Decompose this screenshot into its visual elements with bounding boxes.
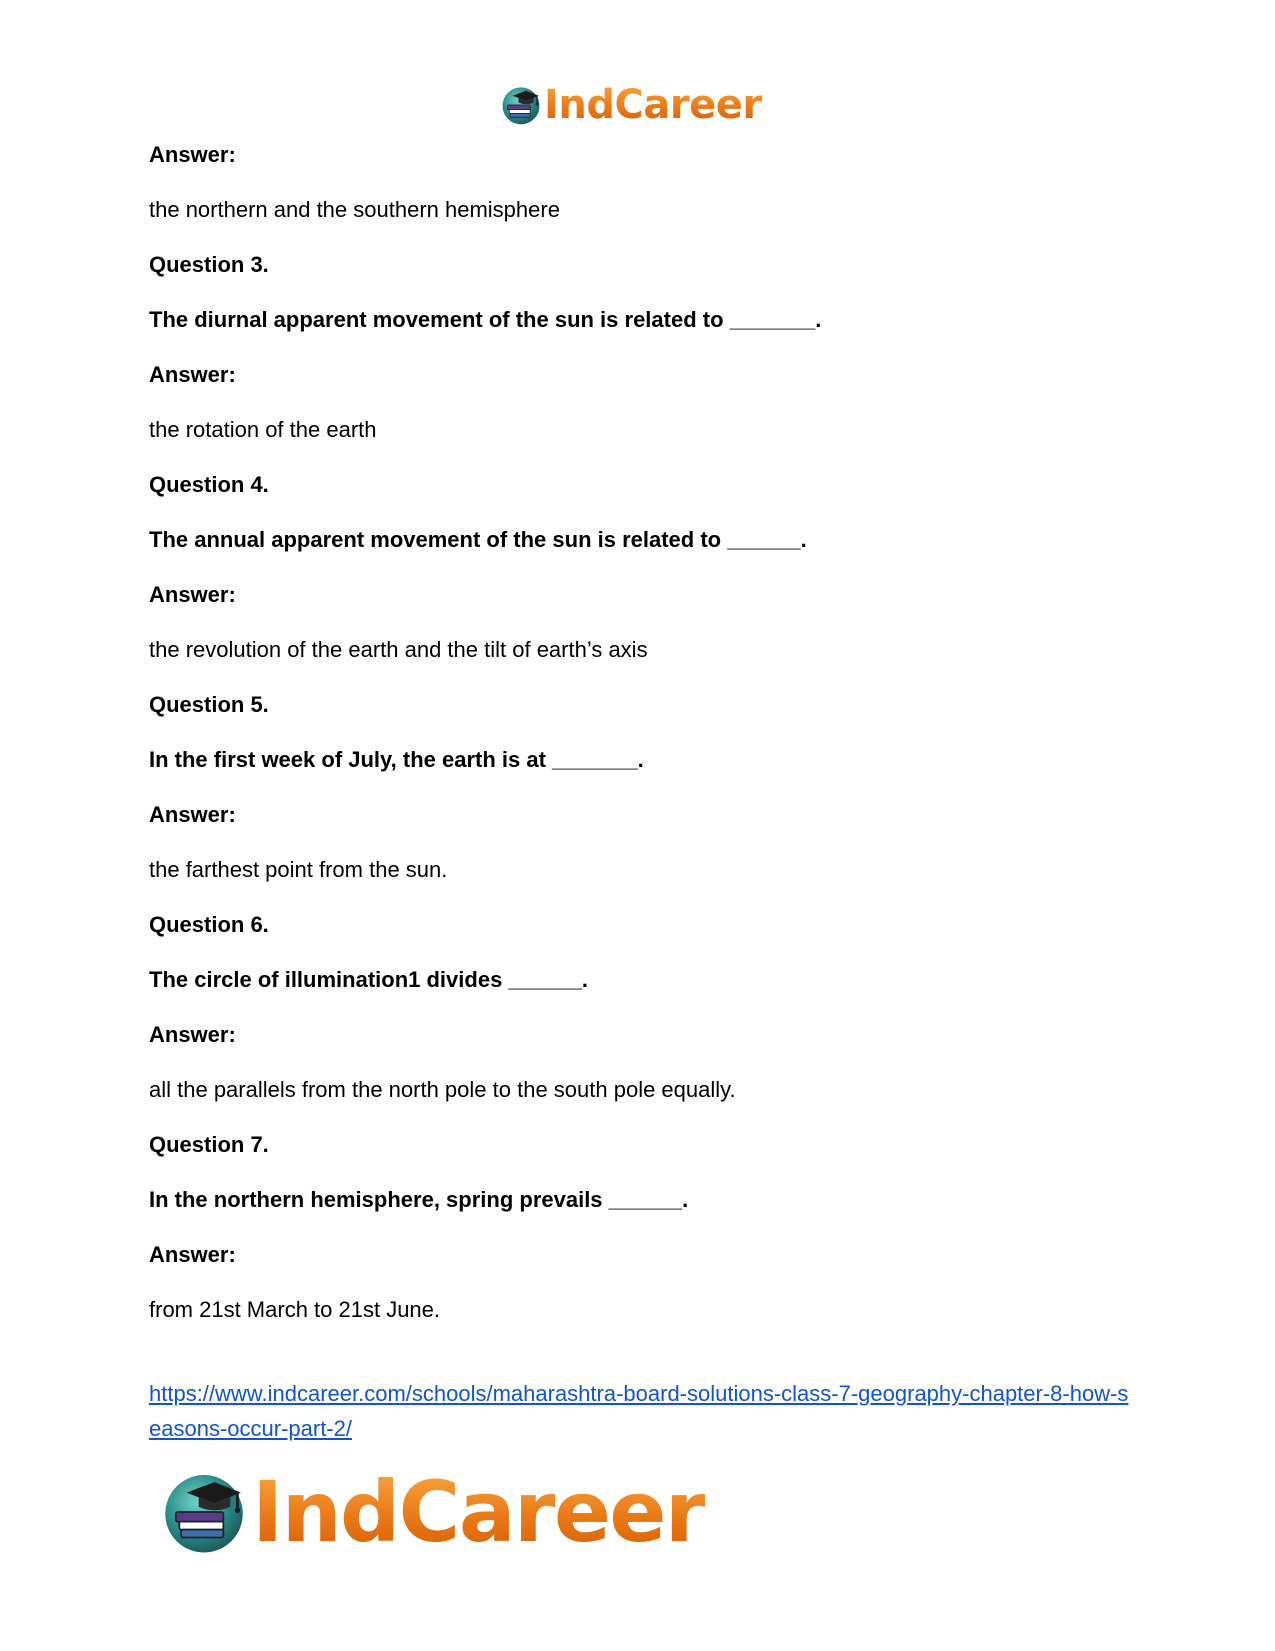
question-text: The circle of illumination1 divides ______. [149,967,588,992]
question-number: Question 6. [149,912,269,937]
question-text: In the northern hemisphere, spring prevails ______. [149,1187,689,1212]
brand-wordmark: IndCareer [252,1463,705,1561]
answer-label: Answer: [149,802,236,827]
header-logo [500,80,770,130]
answer-label: Answer: [149,582,236,607]
question-number: Question 5. [149,692,269,717]
question-number: Question 3. [149,252,269,277]
question-number: Question 7. [149,1132,269,1157]
answer-text: the revolution of the earth and the tilt of earth’s axis [149,637,648,662]
answer-label: Answer: [149,1022,236,1047]
source-link[interactable]: https://www.indcareer.com/schools/maharashtra-board-solutions-class-7-geography-chapter-8-how-seasons-occur-part-2/ [149,1381,1129,1441]
answer-text: the northern and the southern hemisphere [149,197,560,222]
graduation-cap-books-icon [160,1468,248,1556]
question-number: Question 4. [149,472,269,497]
answer-label: Answer: [149,1242,236,1267]
graduation-cap-books-icon [500,84,542,126]
answer-text: all the parallels from the north pole to the south pole equally. [149,1077,736,1102]
answer-text: the rotation of the earth [149,417,377,442]
question-text: The annual apparent movement of the sun is related to ______. [149,527,807,552]
answer-label: Answer: [149,142,236,167]
question-text: The diurnal apparent movement of the sun is related to _______. [149,307,822,332]
answer-text: the farthest point from the sun. [149,857,448,882]
brand-wordmark: IndCareer [544,82,762,128]
answer-text: from 21st March to 21st June. [149,1297,441,1322]
question-text: In the first week of July, the earth is at _______. [149,747,644,772]
answer-label: Answer: [149,362,236,387]
footer-logo [160,1462,705,1562]
